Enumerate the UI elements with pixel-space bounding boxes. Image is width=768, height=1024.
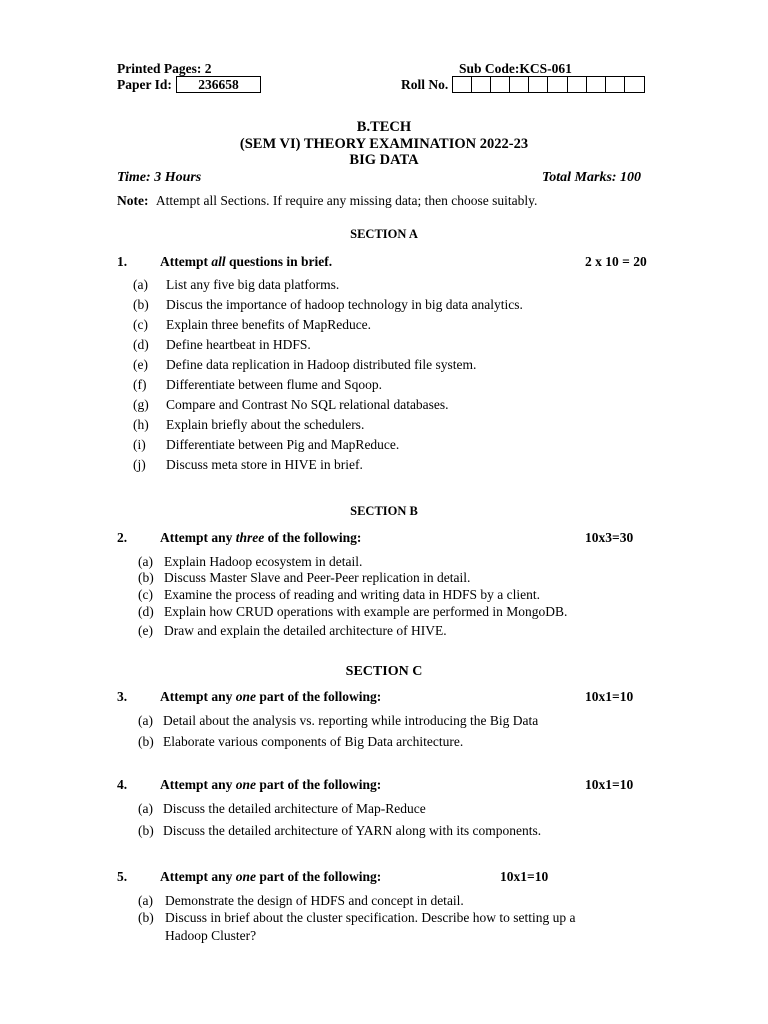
roll-no-cell[interactable] <box>568 77 587 92</box>
paper-id-label: Paper Id: <box>117 77 172 92</box>
question-number: 4. <box>117 777 128 792</box>
roll-no-cell[interactable] <box>587 77 606 92</box>
sub-code: Sub Code:KCS-061 <box>459 61 572 76</box>
question-marks: 10x3=30 <box>585 530 634 545</box>
question-number: 5. <box>117 869 128 884</box>
paper-id-box <box>176 76 261 93</box>
question-instruction: Attempt any one part of the following: <box>160 689 382 704</box>
roll-no-cell[interactable] <box>510 77 529 92</box>
question-marks: 10x1=10 <box>500 869 549 884</box>
subject-title: BIG DATA <box>349 152 419 168</box>
note <box>117 193 537 209</box>
roll-no-cell[interactable] <box>472 77 491 92</box>
question-marks: 10x1=10 <box>585 689 634 704</box>
roll-no-cell[interactable] <box>606 77 625 92</box>
section-c-heading: SECTION C <box>345 664 423 679</box>
question-instruction: Attempt any one part of the following: <box>160 777 382 792</box>
question-marks: 10x1=10 <box>585 777 634 792</box>
roll-no-cell[interactable] <box>529 77 548 92</box>
question-instruction: Attempt all questions in brief. <box>160 254 333 269</box>
section-b-heading: SECTION B <box>350 504 418 518</box>
roll-no-cell[interactable] <box>491 77 510 92</box>
exam-time: Time: 3 Hours <box>117 170 202 185</box>
question-number: 3. <box>117 689 128 704</box>
roll-no-cell[interactable] <box>453 77 472 92</box>
paper-id-value: 236658 <box>198 77 239 92</box>
degree-title: B.TECH <box>356 119 412 135</box>
question-instruction: Attempt any one part of the following: <box>160 869 382 884</box>
note-text: Attempt all Sections. If require any missing data; then choose suitably. <box>155 193 538 208</box>
roll-no-field[interactable] <box>452 76 645 93</box>
total-marks: Total Marks: 100 <box>542 170 642 185</box>
roll-no-cell[interactable] <box>625 77 644 92</box>
question-instruction: Attempt any three of the following: <box>160 530 362 545</box>
roll-no-cell[interactable] <box>548 77 567 92</box>
note-label: Note: <box>117 193 149 208</box>
question-number: 2. <box>117 530 128 545</box>
section-a-heading: SECTION A <box>350 227 418 241</box>
question-number: 1. <box>117 254 128 269</box>
roll-no-label: Roll No. <box>401 77 449 92</box>
exam-title: (SEM VI) THEORY EXAMINATION 2022-23 <box>239 136 529 152</box>
printed-pages: Printed Pages: 2 <box>117 61 212 76</box>
question-marks: 2 x 10 = 20 <box>585 254 647 269</box>
